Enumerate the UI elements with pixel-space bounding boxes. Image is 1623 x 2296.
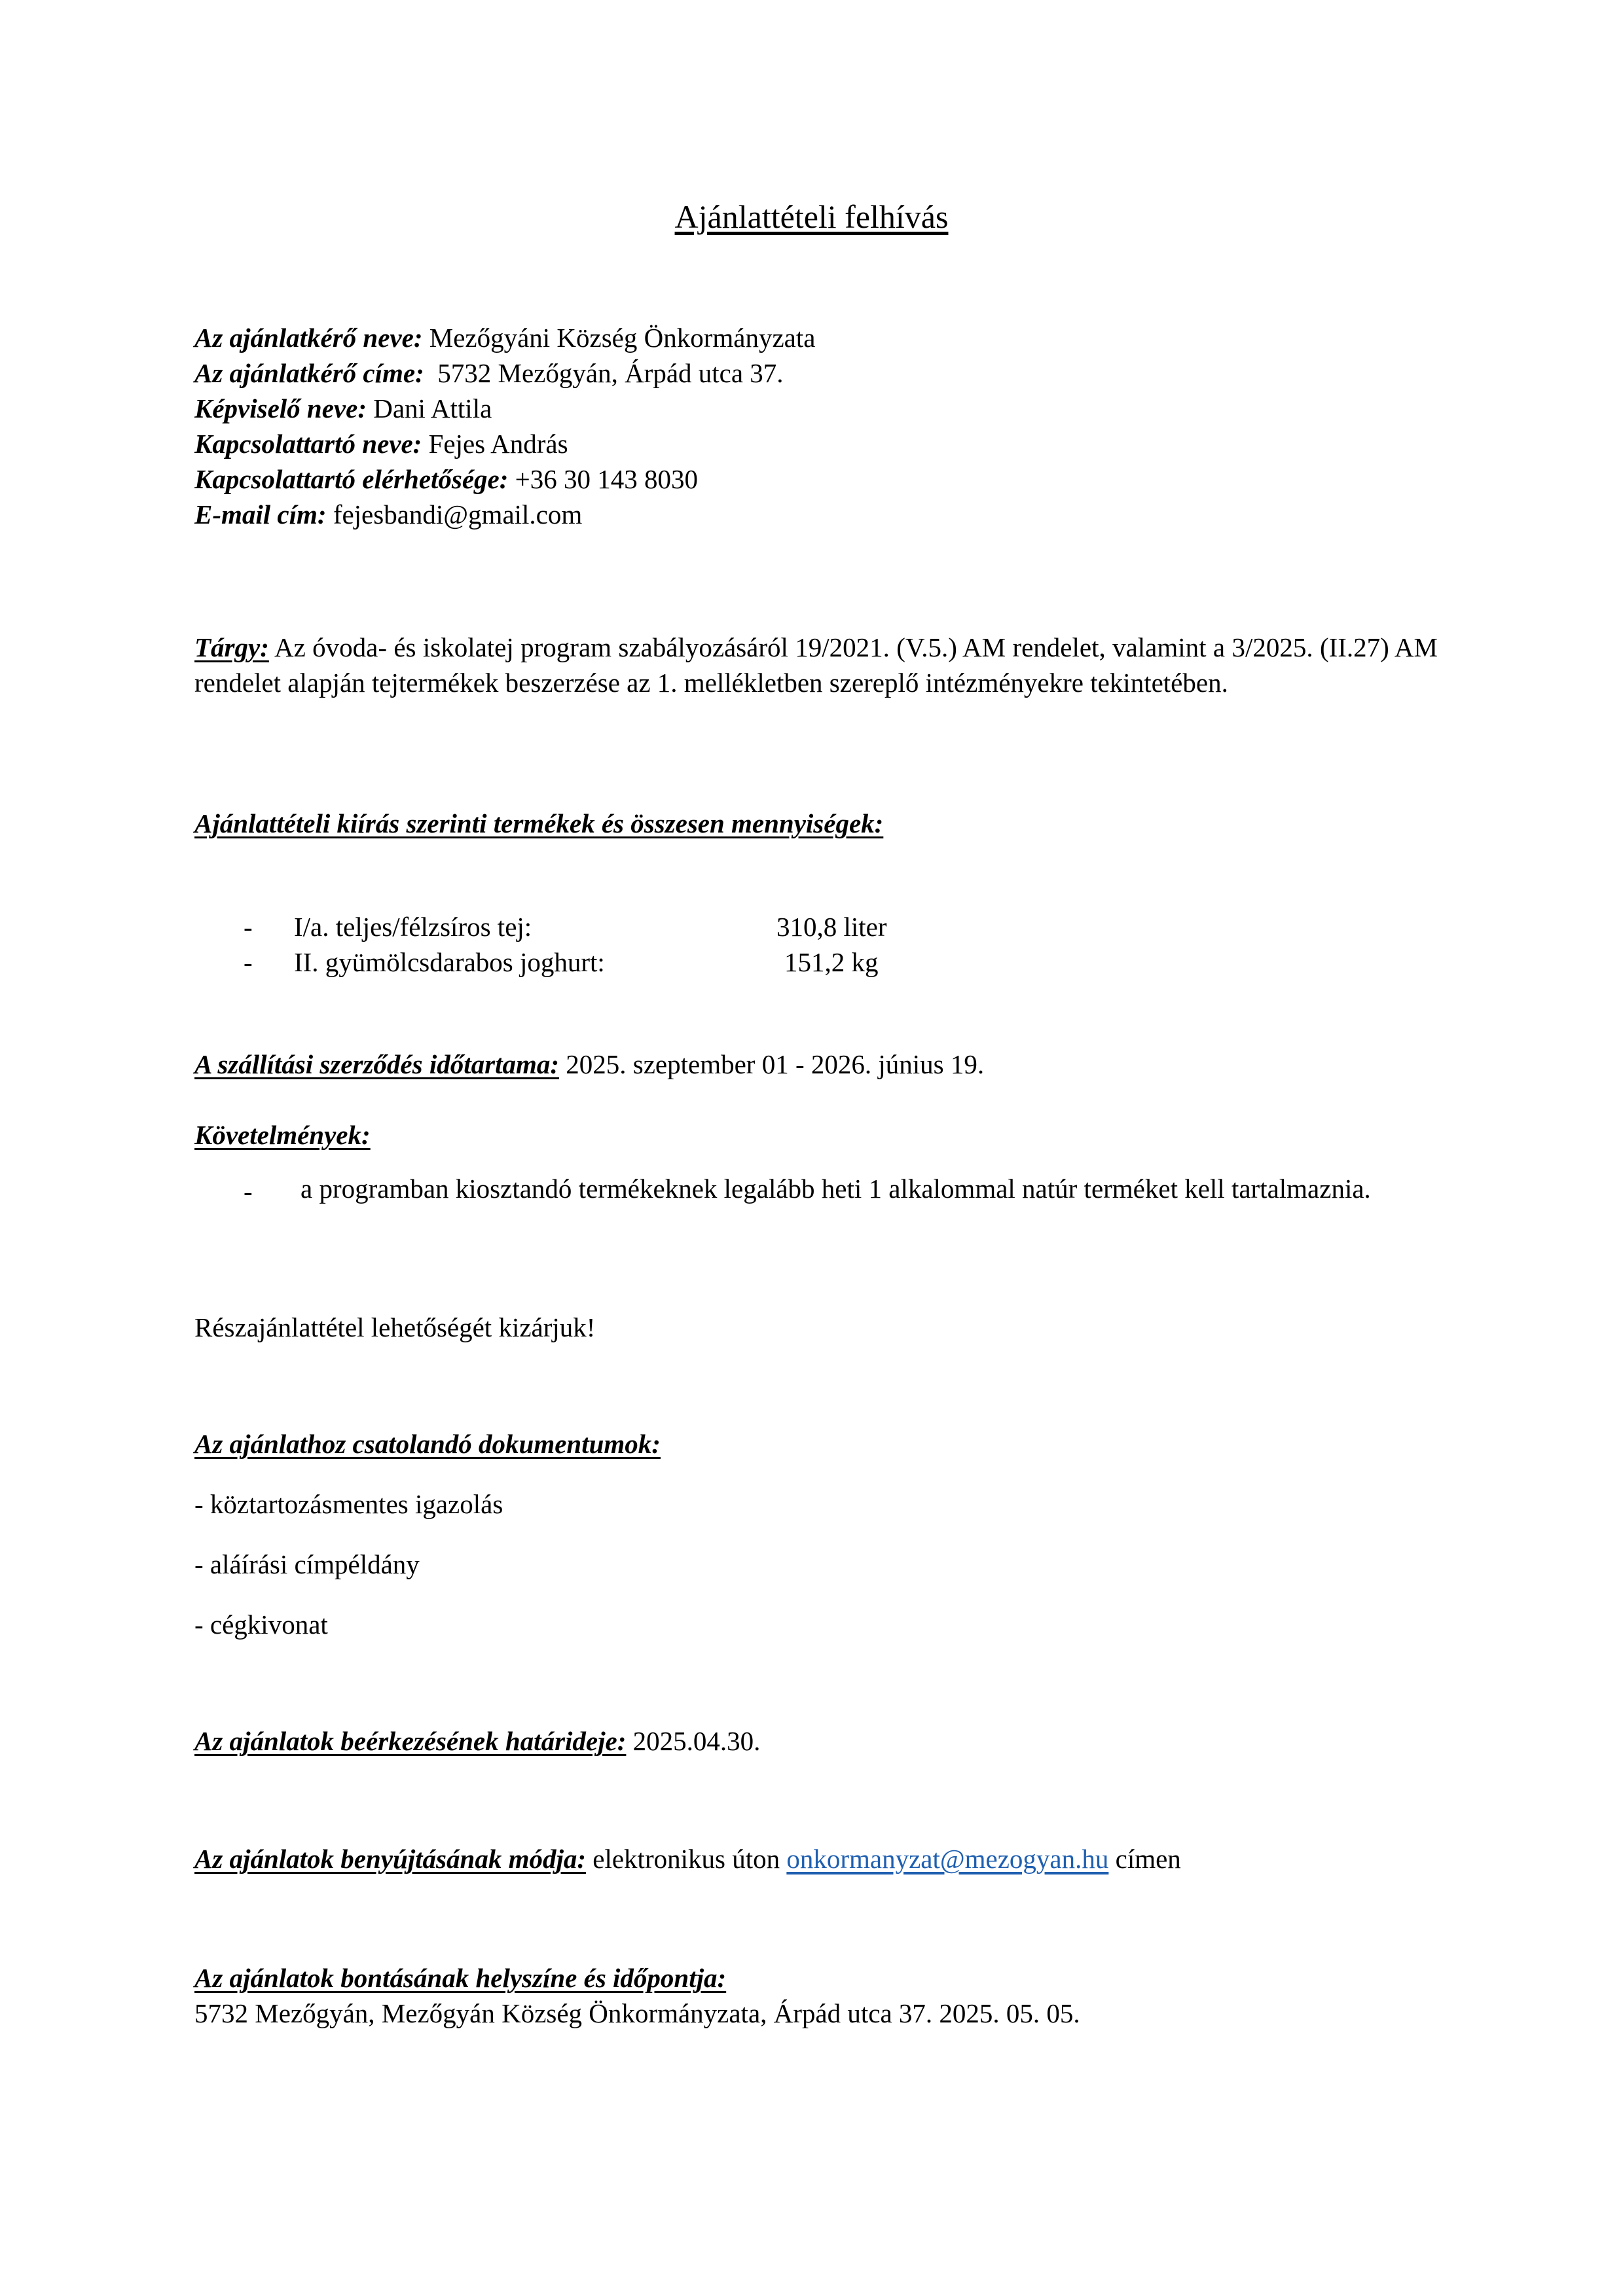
contact-phone-value: +36 30 143 8030	[508, 464, 699, 494]
representative-value: Dani Attila	[366, 393, 492, 423]
opening-heading: Az ajánlatok bontásának helyszíne és időpontja:	[194, 1963, 727, 1993]
requester-address-line	[194, 360, 784, 387]
subject-paragraph	[194, 630, 1438, 700]
requirement-dash: -	[244, 1176, 253, 1206]
contract-duration-line	[194, 1051, 984, 1078]
product-2-quantity: 151,2 kg	[784, 947, 879, 977]
deadline-line	[194, 1728, 760, 1755]
requester-name-line	[194, 325, 815, 351]
submission-line	[194, 1846, 1181, 1873]
document-item: - cégkivonat	[194, 1609, 328, 1640]
subject-label: Tárgy:	[194, 632, 269, 662]
requester-address-label: Az ajánlatkérő címe:	[194, 358, 424, 388]
partial-bid-statement: Részajánlattétel lehetőségét kizárjuk!	[194, 1312, 596, 1342]
contact-phone-line	[194, 466, 698, 493]
representative-line	[194, 395, 492, 422]
email-value: fejesbandi@gmail.com	[326, 499, 583, 529]
document-item: - köztartozásmentes igazolás	[194, 1489, 503, 1519]
requirements-heading: Követelmények:	[194, 1120, 371, 1150]
product-1-quantity: 310,8 liter	[776, 912, 887, 942]
requirement-text: a programban kiosztandó termékeknek legalább heti 1 alkalommal natúr terméket kell tartalmaznia.	[301, 1174, 1371, 1204]
products-heading: Ajánlattételi kiírás szerinti termékek és összesen mennyiségek:	[194, 808, 884, 838]
requester-name-value: Mezőgyáni Község Önkormányzata	[422, 323, 816, 353]
email-line	[194, 501, 582, 528]
submission-suffix: címen	[1108, 1844, 1181, 1874]
email-label: E-mail cím:	[194, 499, 327, 529]
product-2-dash: -	[244, 947, 253, 977]
deadline-value: 2025.04.30.	[626, 1726, 761, 1756]
requester-name-label: Az ajánlatkérő neve:	[194, 323, 423, 353]
contact-person-label: Kapcsolattartó neve:	[194, 429, 422, 459]
product-1-dash: -	[244, 912, 253, 942]
contact-person-line	[194, 431, 568, 457]
submission-text: elektronikus úton	[586, 1844, 787, 1874]
contract-duration-value: 2025. szeptember 01 - 2026. június 19.	[559, 1049, 985, 1079]
contact-person-value: Fejes András	[422, 429, 568, 459]
subject-text: Az óvoda- és iskolatej program szabályozásáról 19/2021. (V.5.) AM rendelet, valamint a 3/2025. (II.27) AM rendelet alapján tejtermékek beszerzése az 1. mellékletben szereplő intézményekre tekintetében.	[194, 632, 1438, 698]
documents-heading: Az ajánlathoz csatolandó dokumentumok:	[194, 1429, 661, 1459]
document-title: Ajánlattételi felhívás	[674, 198, 949, 235]
opening-details: 5732 Mezőgyán, Mezőgyán Község Önkormányzata, Árpád utca 37. 2025. 05. 05.	[194, 1998, 1080, 2028]
submission-label: Az ajánlatok benyújtásának módja:	[194, 1844, 587, 1874]
representative-label: Képviselő neve:	[194, 393, 367, 423]
product-1-name: I/a. teljes/félzsíros tej:	[294, 912, 532, 942]
contact-phone-label: Kapcsolattartó elérhetősége:	[194, 464, 509, 494]
submission-email-link[interactable]: onkormanyzat@mezogyan.hu	[786, 1844, 1109, 1874]
contract-duration-label: A szállítási szerződés időtartama:	[194, 1049, 560, 1079]
product-2-name: II. gyümölcsdarabos joghurt:	[294, 947, 605, 977]
requester-address-value: 5732 Mezőgyán, Árpád utca 37.	[424, 358, 784, 388]
document-item: - aláírási címpéldány	[194, 1549, 420, 1579]
deadline-label: Az ajánlatok beérkezésének határideje:	[194, 1726, 627, 1756]
